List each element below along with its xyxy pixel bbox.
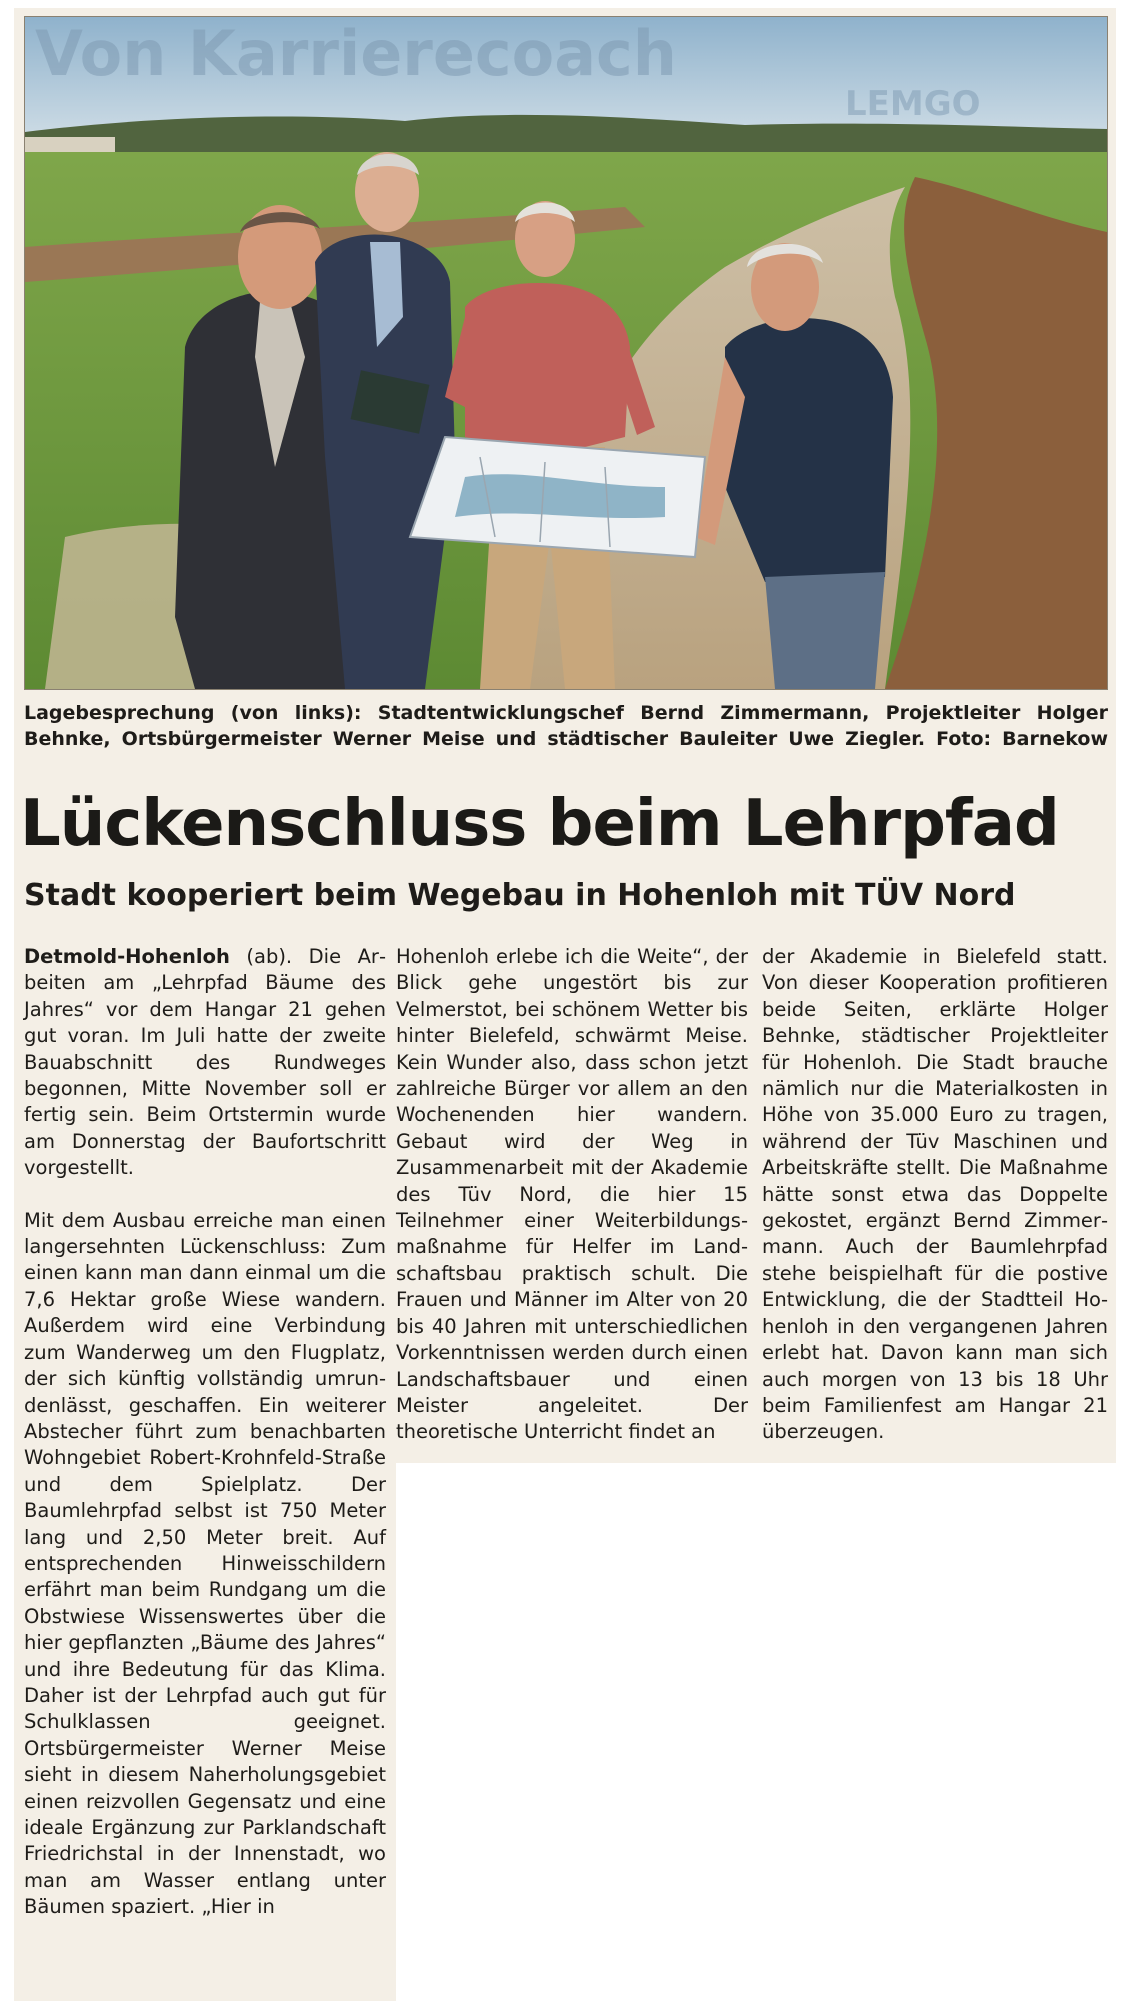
article-column-3 <box>762 944 1108 1446</box>
caption-line-1: Lagebesprechung (von links): Stadtentwicklungschef Bernd Zimmermann, Projektleiter Holger <box>24 702 1108 724</box>
article-paragraph-2: Mit dem Ausbau erreiche man einen langersehnten Lückenschluss: Zum einen kann man dann einmal um die 7,6 Hektar große Wiese wandern. Außerdem wird eine Verbindung zum Wanderweg um den Flugplatz, der sich künftig vollständig umrundenlässt, geschaffen. Ein weiterer Abstecher führt zum benachbarten Wohngebiet Robert-Krohnfeld-Straße und dem Spielplatz. Der Baumlehrpfad selbst ist 750 Meter lang und 2,50 Meter breit. Auf entsprechenden Hinweisschildern erfährt man beim Rundgang um die Obstwiese Wissenswertes über die hier gepflanzten „Bäume des Jahres“ und ihre Bedeutung für das Klima. Daher ist der Lehrpfad auch gut für Schulklassen geeignet. Ortsbürgermeister Werner Meise sieht in diesem Naherholungsgebiet einen reizvollen Gegensatz und eine ideale Ergänzung zur Parklandschaft Friedrichstal in der Innenstadt, wo man am Wasser entlang unter Bäumen spaziert. „Hier in <box>24 1208 386 1919</box>
article-paragraph-4: der Akademie in Bielefeld statt. Von dieser Kooperation profitieren beide Seiten, erklärte Holger Behnke, städtischer Projektleiter für Hohenloh. Die Stadt brauche nämlich nur die Materialkosten in Höhe von 35.000 Euro zu tragen, während der Tüv Maschinen und Arbeitskräfte stellt. Die Maßnahme hätte sonst etwa das Doppelte gekostet, ergänzt Bernd Zimmermann. Auch der Baumlehrpfad stehe beispielhaft für die postive Entwicklung, die der Stadtteil Hohenloh in den vergangenen Jahren erlebt hat. Davon kann man sich auch morgen von 13 bis 18 Uhr beim Familienfest am Hangar 21 überzeugen. <box>762 945 1108 1444</box>
background-sign-text: Von Karrierecoach <box>35 17 677 90</box>
article-paragraph-1 <box>24 944 386 1182</box>
article-column-1 <box>24 944 386 1921</box>
site-plan-map <box>410 437 705 557</box>
newspaper-clipping <box>14 8 1116 2001</box>
background-sign-text-2: LEMGO <box>845 84 981 124</box>
article-photo <box>24 16 1108 690</box>
article-paragraph-1-text: (ab). Die Arbeiten am „Lehrpfad Bäume des Jahres“ vor dem Hangar 21 gehen gut voran. Im Juli hatte der zweite Bauabschnitt des Rundweges begonnen, Mitte November soll er fertig sein. Beim Ortstermin wurde am Donnerstag der Baufortschritt vorgestellt. <box>24 945 386 1180</box>
caption-line-2: Behnke, Ortsbürgermeister Werner Meise und städtischer Bauleiter Uwe Ziegler. Foto: Barnekow <box>24 728 1108 750</box>
article-subheadline: Stadt kooperiert beim Wegebau in Hohenloh mit TÜV Nord <box>24 878 1016 913</box>
photo-caption <box>24 700 1108 752</box>
article-dateline: Detmold-Hohenloh <box>24 945 230 968</box>
article-headline: Lückenschluss beim Lehrpfad <box>20 787 1059 861</box>
article-column-2 <box>396 944 748 1446</box>
article-paragraph-3: Hohenloh erlebe ich die Weite“, der Blick gehe ungestört bis zur Velmerstot, bei schönem Wetter bis hinter Bielefeld, schwärmt Meise. Kein Wunder also, dass schon jetzt zahlreiche Bürger vor allem an den Wochenenden hier wandern. Gebaut wird der Weg in Zusammenarbeit mit der Akademie des Tüv Nord, die hier 15 Teilnehmer einer Weiterbildungsmaßnahme für Helfer im Landschaftsbau praktisch schult. Die Frauen und Männer im Alter von 20 bis 40 Jahren mit unterschiedlichen Vorkenntnissen werden durch einen Landschaftsbauer und einen Meister angeleitet. Der theoretische Unterricht findet an <box>396 945 748 1444</box>
photo-illustration <box>25 17 1107 689</box>
